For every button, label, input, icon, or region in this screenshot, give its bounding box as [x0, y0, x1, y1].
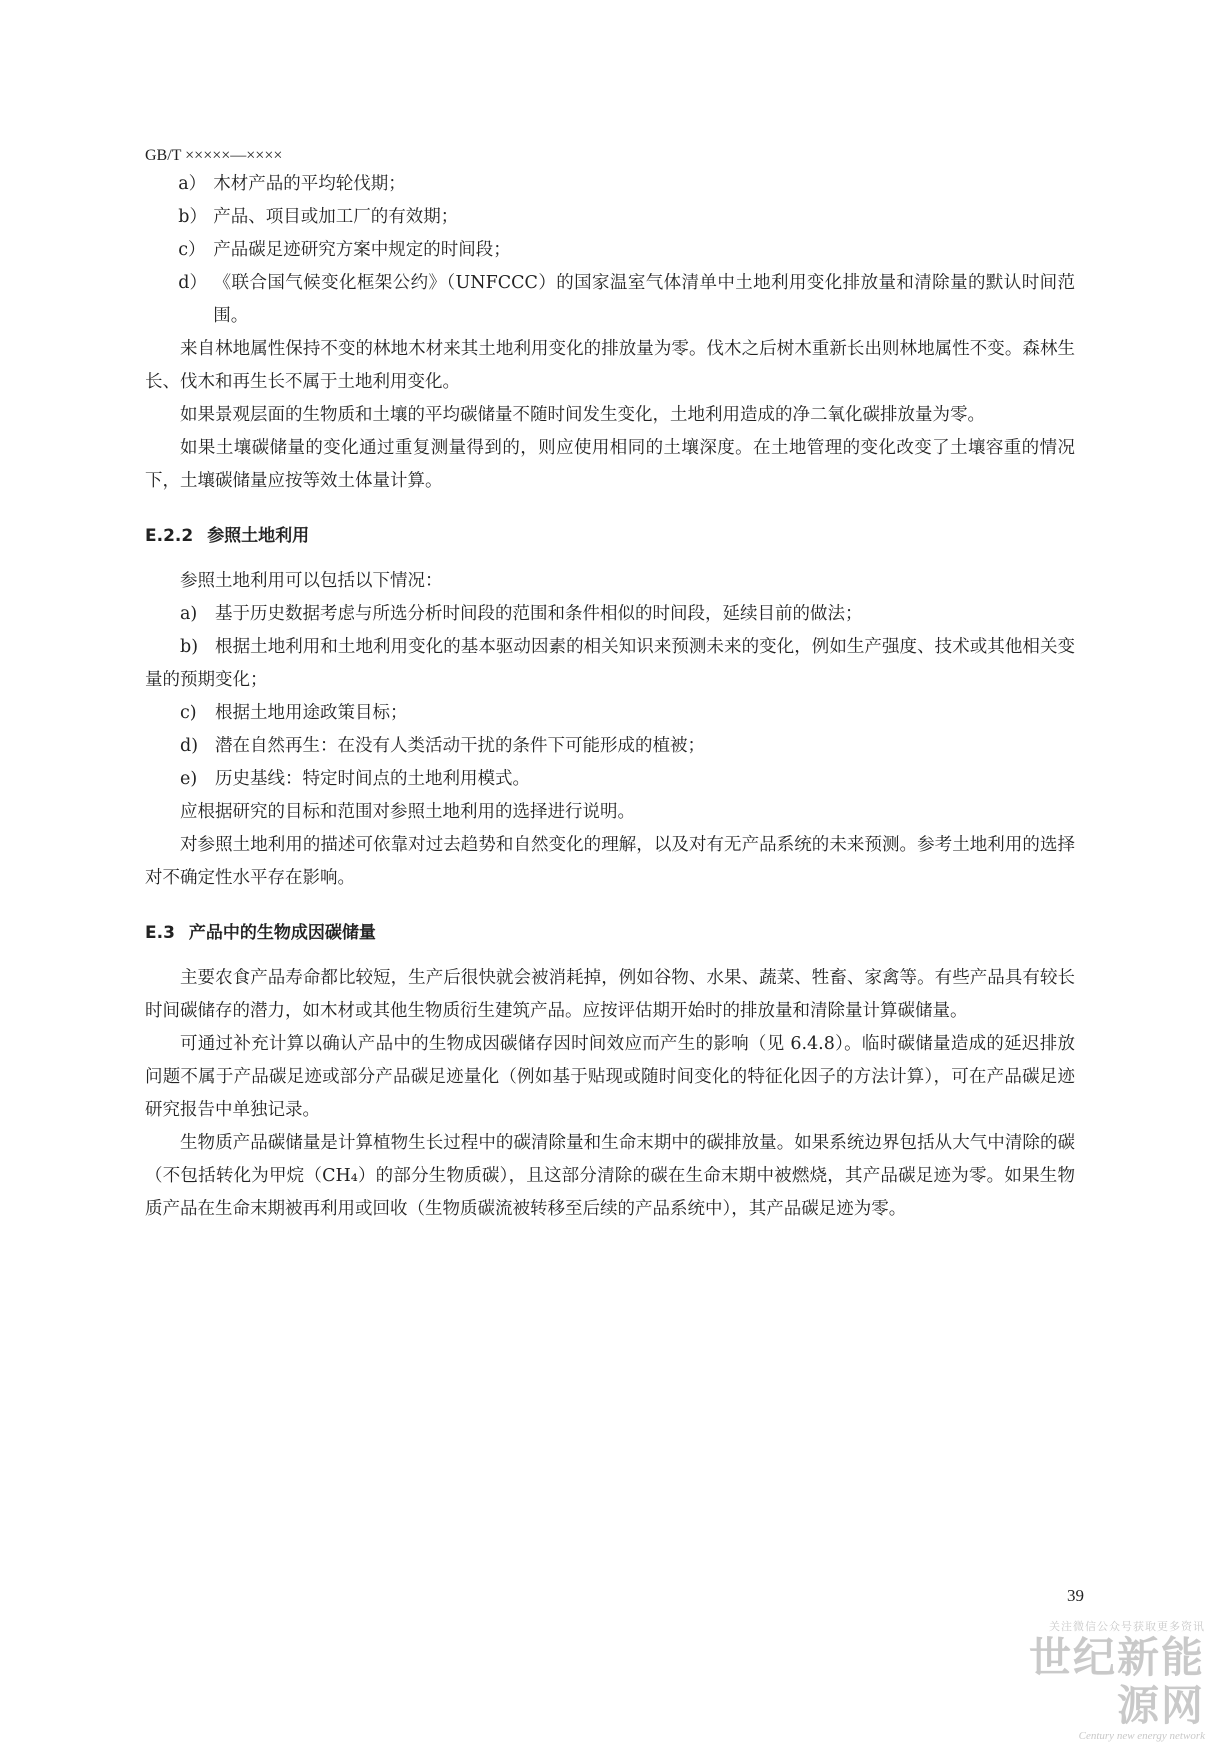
watermark-logo — [990, 1618, 1205, 1742]
list-item — [145, 730, 1075, 763]
list-item — [145, 234, 1075, 267]
list-item-text: 产品碳足迹研究方案中规定的时间段； — [213, 240, 511, 260]
section-number: E.3 — [145, 923, 175, 943]
document-header: GB/T ×××××—×××× — [145, 147, 283, 164]
reference-land-use-list — [145, 598, 1075, 796]
list-item-text: 产品、项目或加工厂的有效期； — [213, 207, 459, 227]
list-item — [145, 168, 1075, 201]
list-item-label: c） — [178, 240, 206, 260]
list-item-text: 根据土地利用和土地利用变化的基本驱动因素的相关知识来预测未来的变化，例如生产强度、技术或其他相关变量的预期变化； — [145, 637, 1075, 690]
section-number: E.2.2 — [145, 526, 194, 546]
body-paragraph: 应根据研究的目标和范围对参照土地利用的选择进行说明。 — [180, 802, 635, 822]
list-item-label: a) — [180, 604, 198, 624]
list-item-text: 基于历史数据考虑与所选分析时间段的范围和条件相似的时间段，延续目前的做法； — [215, 604, 863, 624]
body-paragraph: 对参照土地利用的描述可依靠对过去趋势和自然变化的理解，以及对有无产品系统的未来预测。参考土地利用的选择对不确定性水平存在影响。 — [145, 835, 1075, 888]
list-item-text: 潜在自然再生：在没有人类活动干扰的条件下可能形成的植被； — [215, 736, 705, 756]
list-item-text: 根据土地用途政策目标； — [215, 703, 408, 723]
section-heading-e3 — [145, 917, 1075, 950]
section-title: 产品中的生物成因碳储量 — [188, 923, 376, 943]
section-heading-e22 — [145, 520, 1075, 553]
watermark-tagline: 关注微信公众号获取更多资讯 — [1049, 1620, 1205, 1633]
body-paragraph: 如果土壤碳储量的变化通过重复测量得到的，则应使用相同的土壤深度。在土地管理的变化改变了土壤容重的情况下，土壤碳储量应按等效土体量计算。 — [145, 438, 1075, 491]
list-item — [145, 763, 1075, 796]
list-item — [145, 598, 1075, 631]
list-item — [145, 697, 1075, 730]
page-number: 39 — [1067, 1586, 1084, 1605]
section-title: 参照土地利用 — [207, 526, 310, 546]
watermark-title: 世纪新能源网 — [1028, 1633, 1205, 1730]
body-paragraph: 生物质产品碳储量是计算植物生长过程中的碳清除量和生命末期中的碳排放量。如果系统边界包括从大气中清除的碳（不包括转化为甲烷（CH₄）的部分生物质碳），且这部分清除的碳在生命末期中被燃烧，其产品碳足迹为零。如果生物质产品在生命末期被再利用或回收（生物质碳流被转移至后续的产品系统中），其产品碳足迹为零。 — [145, 1133, 1075, 1219]
list-item-label: b） — [178, 207, 207, 227]
list-item-label: c) — [180, 703, 197, 723]
list-item-label: a） — [178, 174, 207, 194]
list-item — [145, 631, 1075, 697]
list-item — [145, 201, 1075, 234]
list-item-text: 历史基线：特定时间点的土地利用模式。 — [215, 769, 530, 789]
document-body — [145, 168, 1075, 1226]
time-period-list — [145, 168, 1075, 333]
body-paragraph: 参照土地利用可以包括以下情况： — [180, 571, 443, 591]
body-paragraph: 来自林地属性保持不变的林地木材来其土地利用变化的排放量为零。伐木之后树木重新长出则林地属性不变。森林生长、伐木和再生长不属于土地利用变化。 — [145, 339, 1075, 392]
list-item — [145, 267, 1075, 333]
list-item-text: 木材产品的平均轮伐期； — [213, 174, 406, 194]
watermark-english: Century new energy network — [1078, 1730, 1205, 1742]
list-item-label: e) — [180, 769, 198, 789]
body-paragraph: 主要农食产品寿命都比较短，生产后很快就会被消耗掉，例如谷物、水果、蔬菜、牲畜、家禽等。有些产品具有较长时间碳储存的潜力，如木材或其他生物质衍生建筑产品。应按评估期开始时的排放量和清除量计算碳储量。 — [145, 968, 1075, 1021]
list-item-label: d) — [180, 736, 199, 756]
list-item-label: d） — [178, 273, 207, 293]
body-paragraph: 可通过补充计算以确认产品中的生物成因碳储存因时间效应而产生的影响（见 6.4.8）。临时碳储量造成的延迟排放问题不属于产品碳足迹或部分产品碳足迹量化（例如基于贴现或随时间变化的特征化因子的方法计算），可在产品碳足迹研究报告中单独记录。 — [145, 1034, 1075, 1120]
body-paragraph: 如果景观层面的生物质和土壤的平均碳储量不随时间发生变化，土地利用造成的净二氧化碳排放量为零。 — [180, 405, 985, 425]
list-item-text: 《联合国气候变化框架公约》（UNFCCC）的国家温室气体清单中土地利用变化排放量和清除量的默认时间范围。 — [213, 273, 1075, 326]
list-item-label: b) — [180, 637, 199, 657]
